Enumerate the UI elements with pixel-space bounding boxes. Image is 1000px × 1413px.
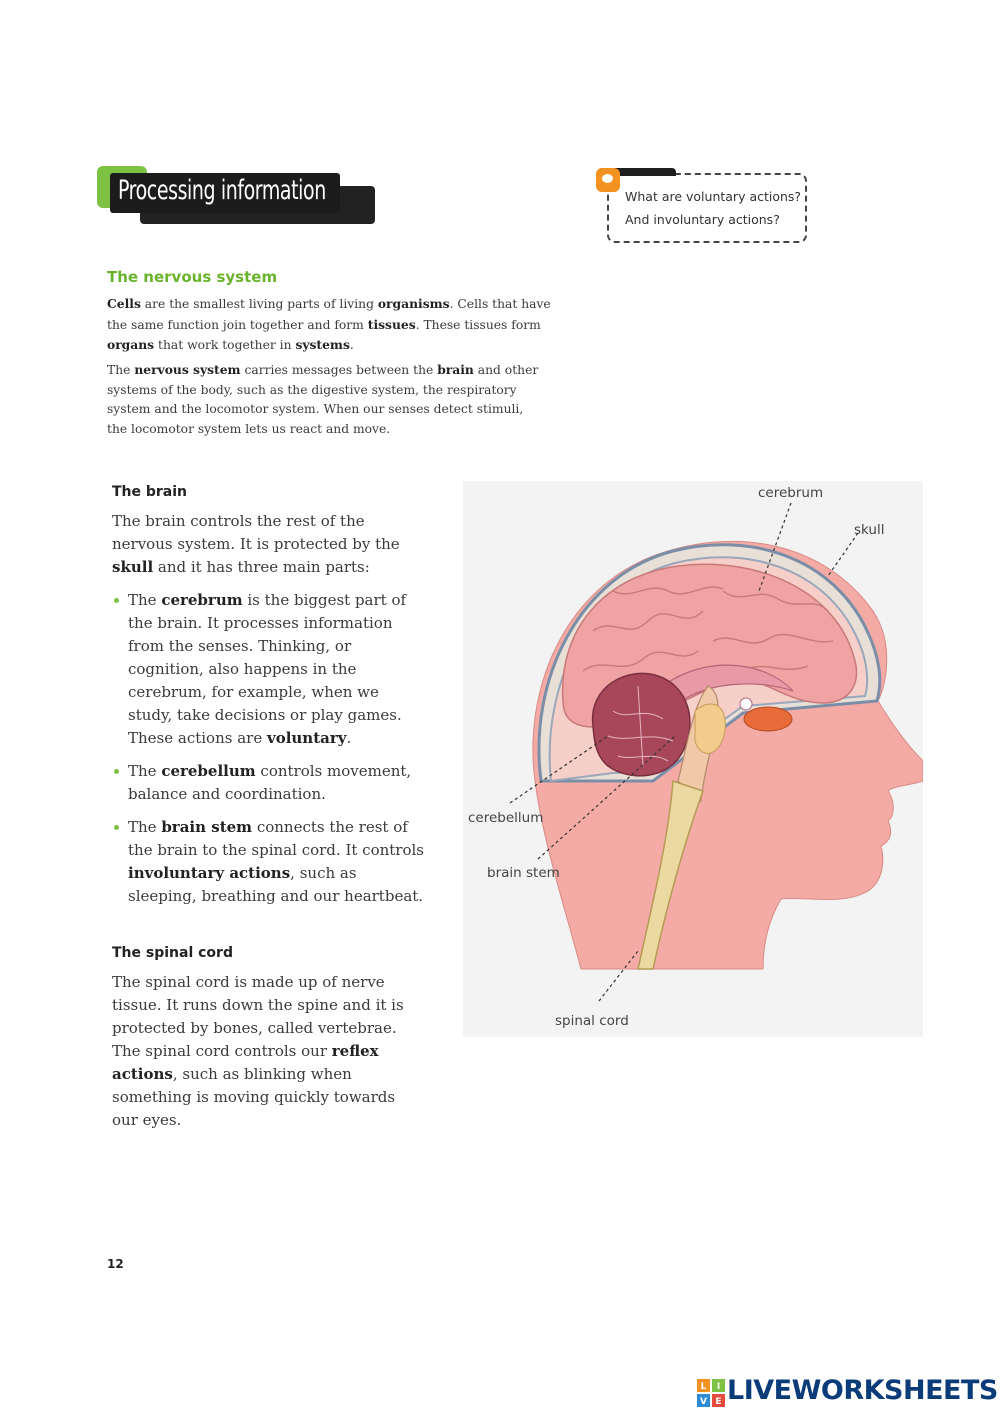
label-spinal-cord: spinal cord <box>555 1013 629 1029</box>
speech-bubble-icon <box>596 168 620 192</box>
label-cerebellum: cerebellum <box>468 810 544 826</box>
question-line-2: And involuntary actions? <box>625 212 780 227</box>
brain-part-item: The brain stem connects the rest of the brain to the spinal cord. It controls involuntary actions, such as sleeping, breathing and our heartbeat. <box>112 816 427 908</box>
svg-text:V: V <box>700 1397 707 1407</box>
question-box <box>607 173 807 243</box>
logo-wordmark: LIVEWORKSHEETS <box>727 1375 998 1406</box>
brain-part-item: The cerebrum is the biggest part of the brain. It processes information from the senses. Thinking, or cognition, also happens in the cerebrum, for example, when we study, take decisions or play games. These actions are voluntary. <box>112 589 427 750</box>
label-brain-stem: brain stem <box>487 865 560 881</box>
head-illustration <box>463 481 923 1037</box>
svg-text:I: I <box>716 1382 721 1392</box>
label-skull: skull <box>854 522 885 538</box>
label-cerebrum: cerebrum <box>758 485 824 501</box>
section-heading-brain: The brain <box>112 484 188 500</box>
cerebellum <box>593 673 690 775</box>
paragraph-spinal-cord: The spinal cord is made up of nerve tissue. It runs down the spine and it is protected by bones, called vertebrae. The spinal cord controls our reflex actions, such as blinking when something is moving quickly towards our eyes. <box>112 973 404 1129</box>
question-line-1: What are voluntary actions? <box>625 189 802 204</box>
brain-diagram <box>463 481 923 1037</box>
page-title: Processing information <box>118 175 326 206</box>
section-heading-spinal-cord: The spinal cord <box>112 945 233 961</box>
brain-parts-list <box>112 589 427 918</box>
paragraph-nervous-system: The nervous system carries messages between the brain and other systems of the body, such as the digestive system, the respiratory system and the locomotor system. When our senses detect stimuli, the locomotor system lets us react and move. <box>107 362 539 436</box>
paragraph-cells: Cells are the smallest living parts of living organisms. Cells that have the same function join together and form tissues. These tissues form organs that work together in systems. <box>107 296 551 352</box>
svg-text:L: L <box>700 1382 707 1392</box>
paragraph-brain-intro: The brain controls the rest of the nervous system. It is protected by the skull and it has three main parts: <box>112 512 400 576</box>
logo-tile-icon <box>697 1379 727 1409</box>
section-heading-nervous-system: The nervous system <box>107 268 278 286</box>
page-number: 12 <box>107 1257 124 1271</box>
brain-part-item: The cerebellum controls movement, balance and coordination. <box>112 760 427 806</box>
svg-text:E: E <box>715 1397 722 1407</box>
